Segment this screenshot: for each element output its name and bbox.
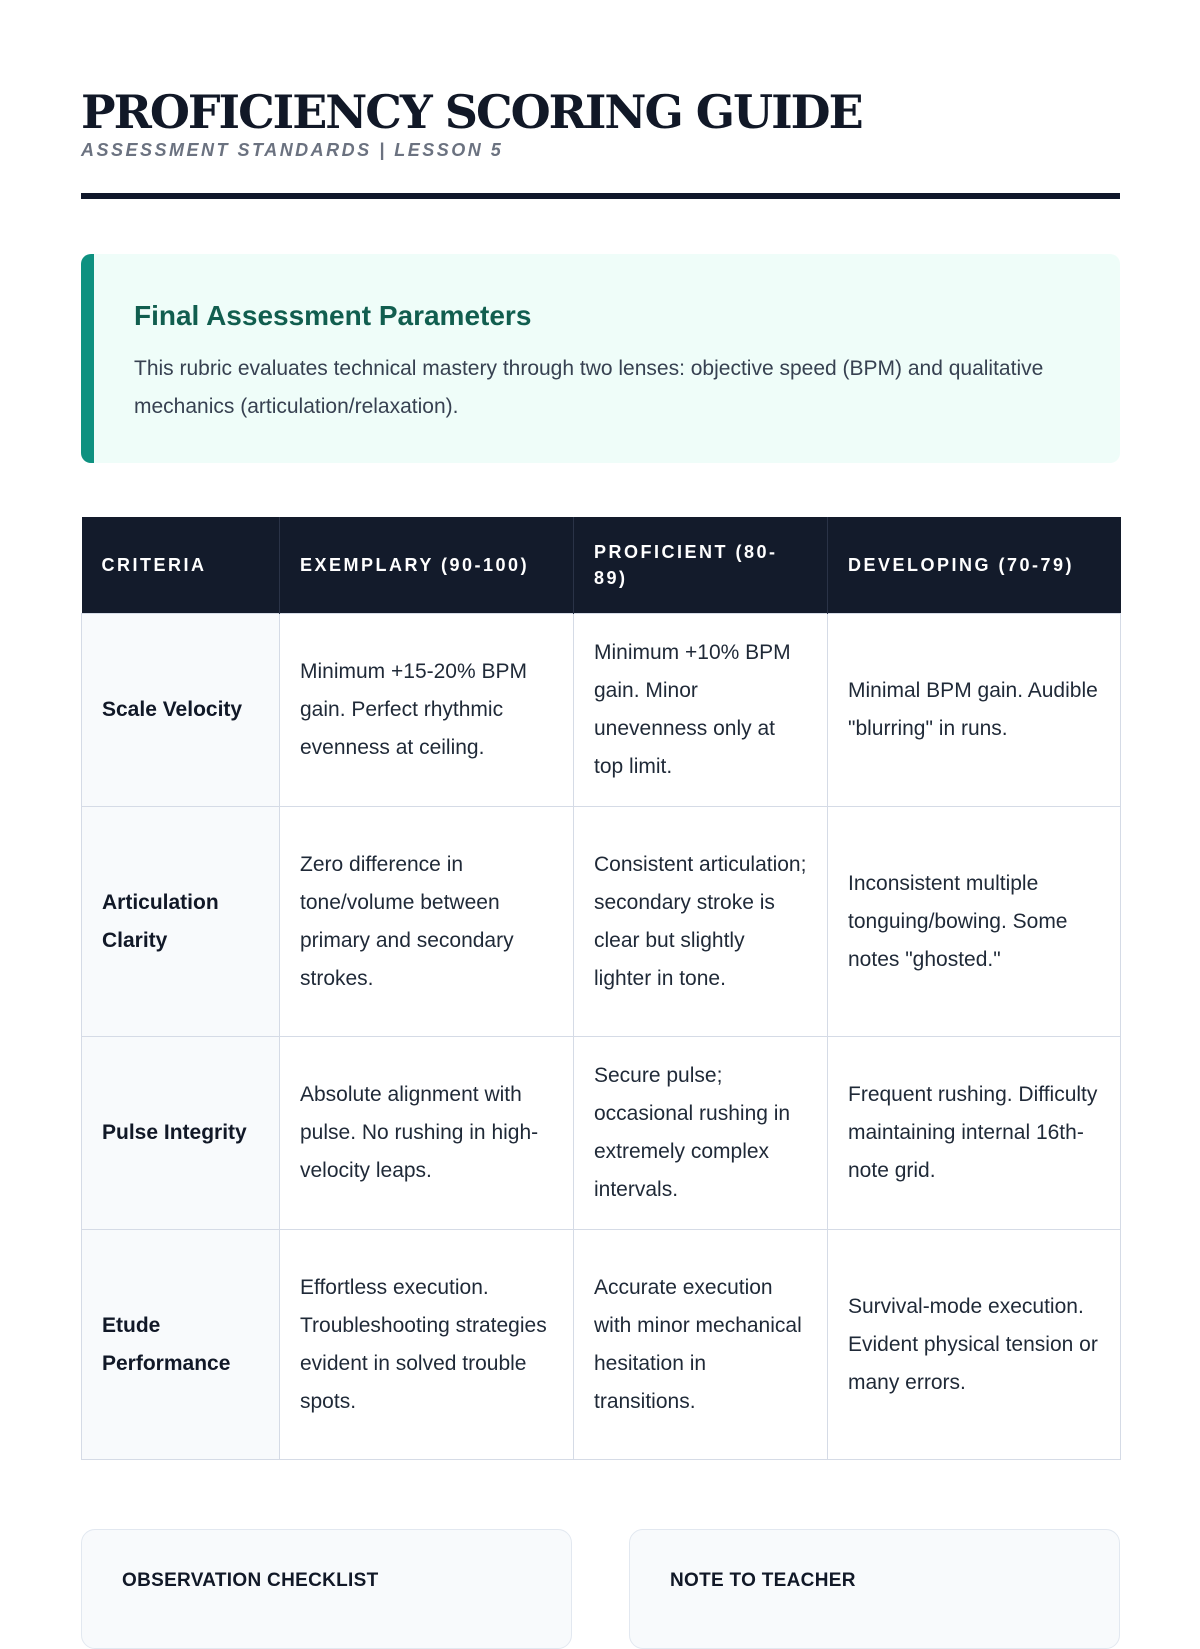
observation-checklist-title: OBSERVATION CHECKLIST: [122, 1570, 379, 1591]
table-row: [82, 1230, 1121, 1460]
column-header-proficient: PROFICIENT (80-89): [574, 517, 828, 614]
exemplary-cell: Minimum +15-20% BPM gain. Perfect rhythmic evenness at ceiling.: [280, 614, 574, 807]
proficient-cell: Minimum +10% BPM gain. Minor unevenness only at top limit.: [574, 614, 828, 807]
page-subtitle: ASSESSMENT STANDARDS | LESSON 5: [81, 140, 504, 160]
exemplary-cell: Zero difference in tone/volume between primary and secondary strokes.: [280, 807, 574, 1037]
developing-cell: Minimal BPM gain. Audible "blurring" in runs.: [828, 614, 1121, 807]
header-divider: [81, 193, 1120, 199]
column-header-exemplary: EXEMPLARY (90-100): [280, 517, 574, 614]
column-header-developing: DEVELOPING (70-79): [828, 517, 1121, 614]
criteria-cell: Pulse Integrity: [82, 1037, 280, 1230]
developing-cell: Survival-mode execution. Evident physical tension or many errors.: [828, 1230, 1121, 1460]
criteria-cell: Articulation Clarity: [82, 807, 280, 1037]
teacher-note-title: NOTE TO TEACHER: [670, 1570, 856, 1591]
criteria-cell: Etude Performance: [82, 1230, 280, 1460]
assessment-callout: [81, 254, 1120, 463]
table-row: [82, 807, 1121, 1037]
callout-accent-bar: [81, 254, 94, 463]
page-title: PROFICIENCY SCORING GUIDE: [81, 85, 862, 139]
callout-title: Final Assessment Parameters: [134, 300, 532, 331]
proficient-cell: Consistent articulation; secondary stroke is clear but slightly lighter in tone.: [574, 807, 828, 1037]
exemplary-cell: Effortless execution. Troubleshooting strategies evident in solved trouble spots.: [280, 1230, 574, 1460]
rubric-table: [81, 517, 1121, 1460]
observation-checklist-card: [81, 1529, 572, 1649]
callout-text: This rubric evaluates technical mastery through two lenses: objective speed (BPM) and qualitative mechanics (articulation/relaxation).: [134, 357, 1044, 418]
table-header-row: [82, 517, 1121, 614]
developing-cell: Frequent rushing. Difficulty maintaining internal 16th-note grid.: [828, 1037, 1121, 1230]
column-header-criteria: CRITERIA: [82, 517, 280, 614]
developing-cell: Inconsistent multiple tonguing/bowing. Some notes "ghosted.": [828, 807, 1121, 1037]
table-row: [82, 1037, 1121, 1230]
proficient-cell: Accurate execution with minor mechanical hesitation in transitions.: [574, 1230, 828, 1460]
exemplary-cell: Absolute alignment with pulse. No rushing in high-velocity leaps.: [280, 1037, 574, 1230]
teacher-note-card: [629, 1529, 1120, 1649]
criteria-cell: Scale Velocity: [82, 614, 280, 807]
table-row: [82, 614, 1121, 807]
proficient-cell: Secure pulse; occasional rushing in extremely complex intervals.: [574, 1037, 828, 1230]
